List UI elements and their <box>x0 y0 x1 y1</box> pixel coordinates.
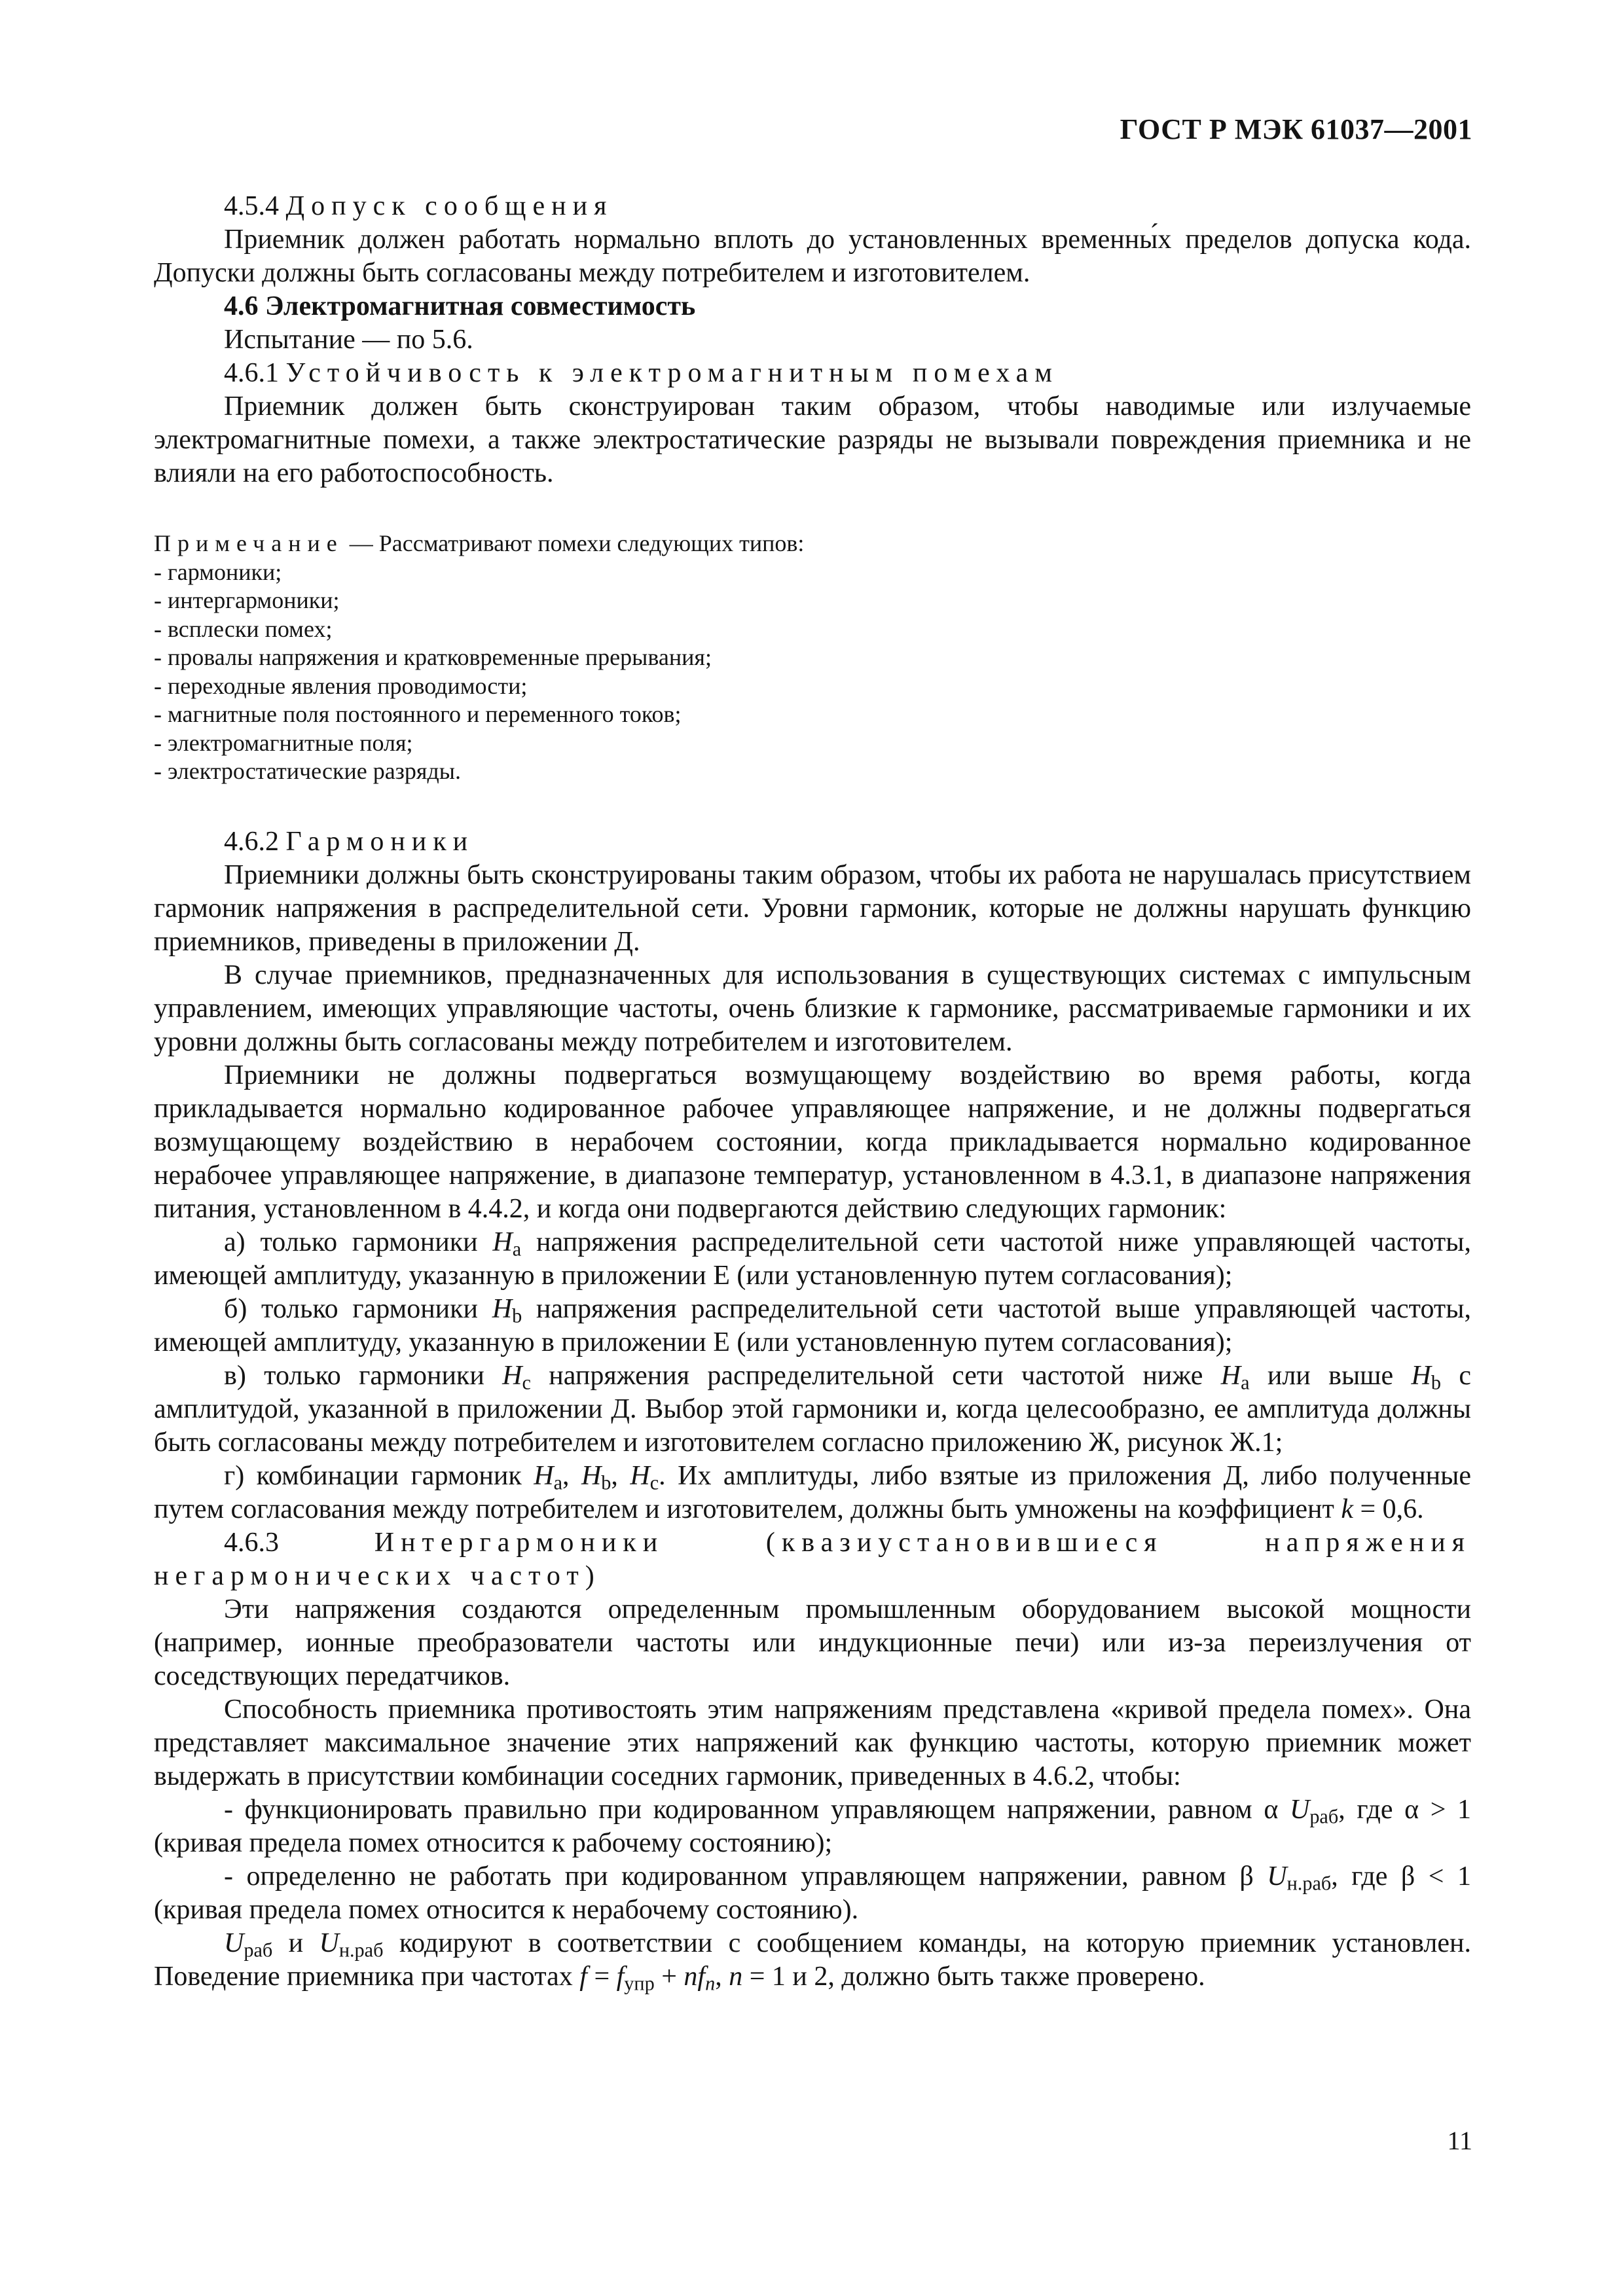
subscript: a <box>553 1471 562 1494</box>
subscript: н.раб <box>1286 1872 1332 1895</box>
paragraph: Способность приемника противостоять этим напряжениям представлена «кривой предела помех». Она представляет максимальное значение этих напряжений как функцию частоты, которую приемник может выдержать в присутствии комбинации соседних гармоник, приведенных в 4.6.2, чтобы: <box>154 1694 1471 1791</box>
text: , где α > 1 (кривая предела помех относится к рабочему состоянию); <box>154 1794 1471 1858</box>
symbol: nf <box>684 1961 706 1992</box>
section-number: 4.6.2 <box>224 826 279 857</box>
paragraph: В случае приемников, предназначенных для использования в существующих системах с импульсным управлением, имеющих управляющие частоты, очень близкие к гармонике, рассматриваемые гармоники и их уровни должны быть согласованы между потребителем и изготовителем. <box>154 960 1471 1057</box>
symbol: U <box>1267 1861 1287 1892</box>
subscript: b <box>601 1471 611 1494</box>
list-item-dash <box>154 1860 1471 1927</box>
paragraph: Приемники не должны подвергаться возмущающему воздействию во время работы, когда прикладывается нормально кодированное рабочее управляющее напряжение, и не должны подвергаться возмущающему воздействию в нерабочем состоянии, когда прикладывается нормально кодированное нерабочее управляющее напряжение, в диапазоне температур, установленном в 4.3.1, в диапазоне напряжения питания, установленном в 4.4.2, и когда они подвергаются действию следующих гармоник: <box>154 1060 1471 1224</box>
symbol: H <box>581 1460 602 1491</box>
note-item: - всплески помех; <box>154 615 333 642</box>
section-title: Гармоники <box>285 826 475 857</box>
subscript: c <box>649 1471 659 1494</box>
note-text: — Рассматривают помехи следующих типов: <box>343 530 805 556</box>
text: с амплитудой, указанной в приложении Д. Выбор этой гармоники и, когда целесообразно, ее амплитуда должны быть согласованы между потребителем и изготовителем согласно приложению Ж, рисунок Ж.1; <box>154 1360 1471 1458</box>
section-4-6-1-heading <box>154 357 1471 390</box>
text: - определенно не работать при кодированном управляющем напряжении, равном β <box>224 1861 1267 1892</box>
subscript: упр <box>624 1972 655 1995</box>
subscript: раб <box>1309 1805 1339 1828</box>
page-number: 11 <box>1447 2126 1472 2155</box>
text: и <box>272 1928 319 1958</box>
symbol: f <box>579 1961 587 1992</box>
list-item-d <box>154 1460 1471 1526</box>
note-item: - электромагнитные поля; <box>154 729 413 756</box>
symbol: f <box>616 1961 625 1992</box>
text: + <box>654 1961 684 1992</box>
section-title: Допуск сообщения <box>285 191 613 221</box>
symbol: U <box>1289 1794 1310 1825</box>
note-item: - переходные явления проводимости; <box>154 672 528 699</box>
symbol: k <box>1341 1494 1353 1524</box>
list-item-b <box>154 1293 1471 1359</box>
text: г) комбинации гармоник <box>224 1460 534 1491</box>
paragraph: Приемник должен работать нормально вплоть до установленных временны́х пределов допуска кода. Допуски должны быть согласованы между потребителем и изготовителем. <box>154 224 1471 288</box>
text: в) только гармоники <box>224 1360 503 1391</box>
symbol: U <box>224 1928 244 1958</box>
paragraph: Испытание — по 5.6. <box>224 325 473 355</box>
list-item-c <box>154 1359 1471 1460</box>
note-item: - провалы напряжения и кратковременные прерывания; <box>154 644 712 670</box>
note-label: Примечание <box>154 530 344 556</box>
text: напряжения распределительной сети частотой ниже управляющей частоты, имеющей амплитуду, указанную в приложении Е (или установленную путем согласования); <box>154 1227 1471 1291</box>
text: напряжения распределительной сети частотой выше управляющей частоты, имеющей амплитуду, указанную в приложении Е (или установленную путем согласования); <box>154 1293 1472 1357</box>
note-item: - гармоники; <box>154 558 282 585</box>
document-body <box>154 190 1471 1994</box>
note-heading <box>154 529 1471 558</box>
section-title: Устойчивость к электромагнитным помехам <box>285 358 1059 388</box>
section-title: Интергармоники (квазиустановившиеся напряжения негармонических частот) <box>154 1527 1471 1591</box>
note-block <box>154 529 1471 786</box>
section-4-6-heading: 4.6 Электромагнитная совместимость <box>224 291 696 321</box>
section-number: 4.5.4 <box>224 191 279 221</box>
text: , где β < 1 (кривая предела помех относится к нерабочему состоянию). <box>154 1861 1471 1925</box>
text: , <box>611 1460 630 1491</box>
subscript: n <box>705 1972 716 1995</box>
symbol: U <box>319 1928 339 1958</box>
paragraph: Эти напряжения создаются определенным промышленным оборудованием высокой мощности (например, ионные преобразователи частоты или индукционные печи) или из-за переизлучения от соседствующих передатчиков. <box>154 1594 1471 1691</box>
text: = 1 и 2, должно быть также проверено. <box>742 1961 1205 1992</box>
section-4-6-2-heading <box>154 825 1471 859</box>
symbol: n <box>729 1961 743 1992</box>
note-item: - электростатические разряды. <box>154 758 461 784</box>
text: , <box>562 1460 581 1491</box>
document-header: ГОСТ Р МЭК 61037—2001 <box>1120 113 1472 145</box>
symbol: H <box>502 1360 522 1391</box>
text: напряжения распределительной сети частотой ниже <box>530 1360 1221 1391</box>
subscript: b <box>512 1304 522 1327</box>
text: б) только гармоники <box>224 1293 492 1324</box>
section-4-5-4-heading <box>154 190 1471 223</box>
paragraph: Приемник должен быть сконструирован таким образом, чтобы наводимые или излучаемые электромагнитные помехи, а также электростатические разряды не вызывали повреждения приемника и не влияли на его работоспособность. <box>154 391 1471 488</box>
subscript: a <box>512 1238 522 1261</box>
list-item-a <box>154 1226 1471 1293</box>
subscript: раб <box>244 1939 273 1962</box>
note-item: - интергармоники; <box>154 587 340 613</box>
section-4-6-3-heading <box>154 1526 1471 1593</box>
subscript: c <box>522 1371 531 1394</box>
text: или выше <box>1249 1360 1412 1391</box>
subscript: н.раб <box>338 1939 384 1962</box>
list-item-dash <box>154 1793 1471 1860</box>
text: а) только гармоники <box>224 1227 493 1257</box>
subscript: b <box>1431 1371 1441 1394</box>
symbol: H <box>492 1227 513 1257</box>
text: кодируют в соответствии с сообщением команды, на которую приемник установлен. Поведение приемника при частотах <box>154 1928 1471 1992</box>
text: = 0,6. <box>1353 1494 1424 1524</box>
paragraph <box>154 1927 1471 1994</box>
text: . Их амплитуды, либо взятые из приложения Д, либо полученные путем согласования между потребителем и изготовителем, должны быть умножены на коэффициент <box>154 1460 1472 1524</box>
text: = <box>587 1961 617 1992</box>
text: , <box>715 1961 729 1992</box>
symbol: H <box>1411 1360 1431 1391</box>
section-number: 4.6.3 <box>224 1527 279 1558</box>
note-item: - магнитные поля постоянного и переменного токов; <box>154 701 682 727</box>
symbol: H <box>630 1460 650 1491</box>
subscript: a <box>1241 1371 1250 1394</box>
symbol: H <box>1220 1360 1241 1391</box>
paragraph: Приемники должны быть сконструированы таким образом, чтобы их работа не нарушалась присутствием гармоник напряжения в распределительной сети. Уровни гармоник, которые не должны нарушать функцию приемников, приведены в приложении Д. <box>154 859 1471 957</box>
symbol: H <box>534 1460 554 1491</box>
text: - функционировать правильно при кодированном управляющем напряжении, равном α <box>224 1794 1290 1825</box>
section-number: 4.6.1 <box>224 358 279 388</box>
symbol: H <box>492 1293 513 1324</box>
